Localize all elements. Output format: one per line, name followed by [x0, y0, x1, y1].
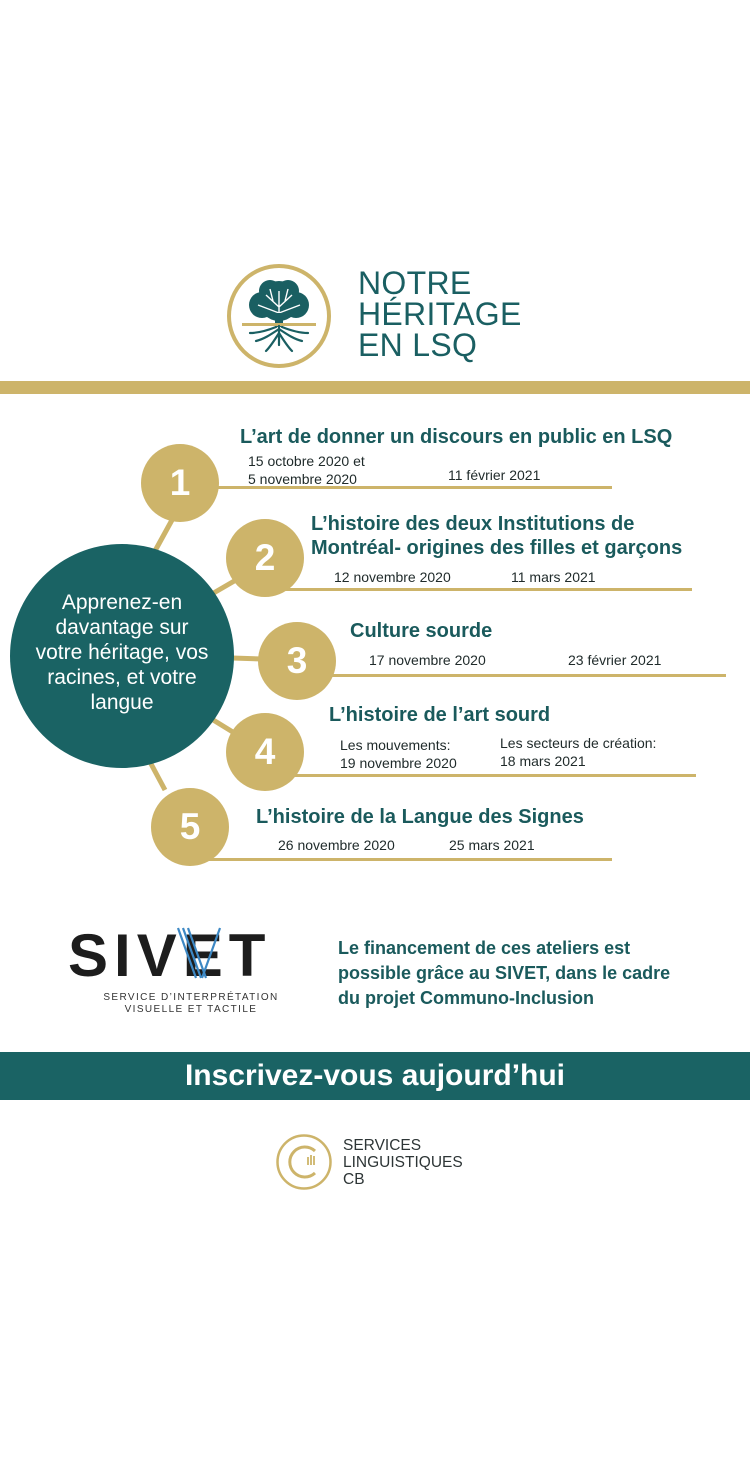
title-line: EN LSQ: [358, 327, 478, 363]
funding-text: [338, 936, 738, 1011]
workshop-1-title: L’art de donner un discours en public en LSQ: [240, 426, 673, 448]
title-line: Montréal- origines des filles et garçons: [311, 537, 683, 559]
workshop-2-title: [311, 512, 682, 560]
company-line: LINGUISTIQUES: [343, 1154, 463, 1171]
workshop-1-date-first: [248, 452, 365, 488]
register-label: Inscrivez-vous aujourd’hui: [184, 1059, 566, 1092]
date-line: 18 mars 2021: [500, 753, 586, 769]
title-line: L’histoire des deux Institutions de: [311, 513, 635, 535]
workshop-5-number: 5: [179, 806, 201, 847]
date-line: 15 octobre 2020 et: [248, 453, 365, 469]
sivet-subtitle-line: VISUELLE ET TACTILE: [124, 1004, 258, 1015]
workshop-3-date-second: 23 février 2021: [568, 652, 662, 668]
sivet-logo-text: SIVET: [68, 922, 272, 989]
intro-text: [14, 590, 230, 715]
workshop-3-title: Culture sourde: [350, 620, 493, 642]
workshop-5-date-first: 26 novembre 2020: [278, 837, 395, 853]
date-line: Les mouvements:: [340, 737, 451, 753]
workshop-4-underline: [272, 774, 696, 777]
company-name: [343, 1137, 463, 1188]
tree-logo-icon: [226, 263, 332, 369]
workshop-5-title: L’histoire de la Langue des Signes: [256, 806, 584, 828]
workshop-2-underline: [272, 588, 692, 591]
sivet-subtitle-line: SERVICE D’INTERPRÉTATION: [103, 992, 279, 1003]
company-line: SERVICES: [343, 1137, 422, 1154]
intro-line: votre héritage, vos: [35, 641, 209, 664]
page-title: [358, 265, 522, 363]
services-cb-logo-icon: [275, 1133, 333, 1191]
workshop-3-date-first: 17 novembre 2020: [369, 652, 486, 668]
workshop-1-number: 1: [169, 462, 191, 503]
workshop-5-date-second: 25 mars 2021: [449, 837, 535, 853]
workshop-3-number: 3: [286, 640, 308, 681]
register-button[interactable]: [0, 1052, 750, 1100]
date-line: 5 novembre 2020: [248, 471, 357, 487]
intro-line: langue: [90, 691, 154, 714]
workshop-3-underline: [296, 674, 726, 677]
workshop-5-underline: [200, 858, 612, 861]
company-line: CB: [343, 1171, 365, 1188]
intro-line: Apprenez-en: [61, 591, 183, 614]
workshop-4-number: 4: [254, 731, 276, 772]
date-line: 19 novembre 2020: [340, 755, 457, 771]
date-line: Les secteurs de création:: [500, 735, 657, 751]
workshop-2-date-first: 12 novembre 2020: [334, 569, 451, 585]
workshop-4-date-second: [500, 734, 656, 770]
workshop-4-title: L’histoire de l’art sourd: [329, 704, 551, 726]
funding-line: Le financement de ces ateliers est: [338, 938, 631, 958]
intro-line: racines, et votre: [47, 666, 197, 689]
gold-divider: [0, 381, 750, 394]
workshop-2-date-second: 11 mars 2021: [511, 569, 596, 585]
title-line: NOTRE: [358, 265, 472, 301]
workshop-1-date-second: 11 février 2021: [448, 467, 541, 483]
sivet-subtitle: [68, 992, 314, 1016]
title-line: HÉRITAGE: [358, 296, 522, 332]
funding-line: possible grâce au SIVET, dans le cadre: [338, 963, 671, 983]
workshop-2-number: 2: [254, 537, 276, 578]
intro-line: davantage sur: [55, 616, 189, 639]
funding-line: du projet Communo-Inclusion: [338, 988, 594, 1008]
workshop-4-date-first: [340, 736, 457, 772]
